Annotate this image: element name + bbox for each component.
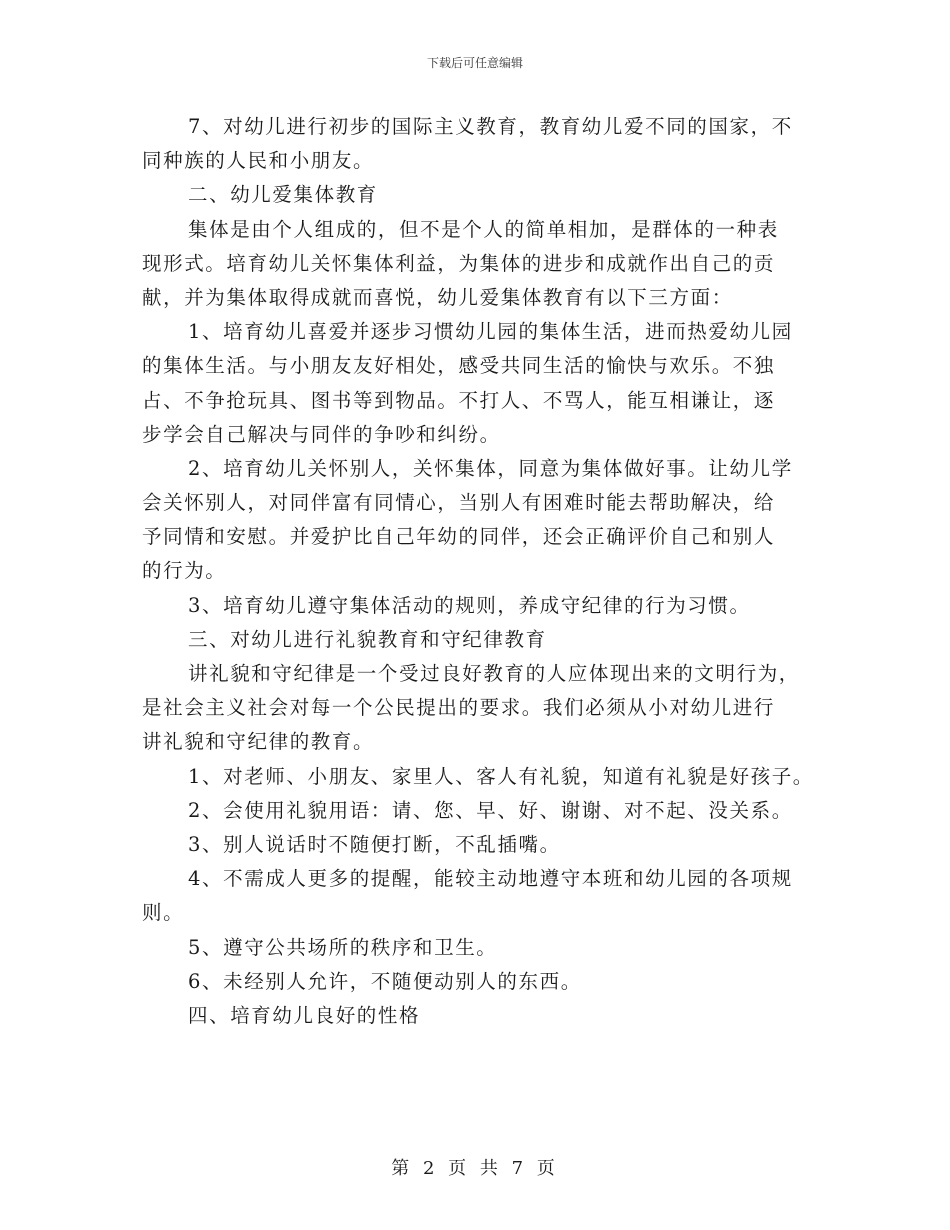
paragraph-line: 7、对幼儿进行初步的国际主义教育，教育幼儿爱不同的国家，不 (188, 115, 793, 138)
paragraph-line: 献，并为集体取得成就而喜悦，幼儿爱集体教育有以下三方面： (142, 285, 733, 309)
paragraph-line: 步学会自己解决与同伴的争吵和纠纷。 (142, 422, 501, 446)
paragraph-line: 同种族的人民和小朋友。 (142, 149, 375, 173)
page-number: 第 2 页 共 7 页 (391, 1158, 559, 1179)
page-header-note: 下载后可任意编辑 (426, 56, 523, 70)
paragraph-line: 讲礼貌和守纪律是一个受过良好教育的人应体现出来的文明行为， (188, 662, 800, 685)
paragraph-line: 予同情和安慰。并爱护比自己年幼的同伴，还会正确评价自己和别人 (142, 525, 776, 549)
paragraph-line: 会关怀别人，对同伴富有同情心，当别人有困难时能去帮助解决，给 (142, 491, 776, 515)
paragraph-line: 讲礼貌和守纪律的教育。 (142, 730, 375, 754)
paragraph-line: 的行为。 (142, 559, 227, 583)
paragraph-line: 的集体生活。与小朋友友好相处，感受共同生活的愉快与欢乐。不独 (142, 354, 776, 378)
paragraph-line: 5、遵守公共场所的秩序和卫生。 (188, 935, 498, 959)
paragraph-line: 6、未经别人允许，不随便动别人的东西。 (188, 969, 582, 993)
paragraph-line: 1、培育幼儿喜爱并逐步习惯幼儿园的集体生活，进而热爱幼儿园 (188, 320, 793, 344)
paragraph-line: 则。 (142, 901, 185, 925)
paragraph-line: 4、不需成人更多的提醒，能较主动地遵守本班和幼儿园的各项规 (188, 867, 793, 891)
section-heading: 二、幼儿爱集体教育 (188, 183, 378, 207)
paragraph-line: 3、别人说话时不随便打断，不乱插嘴。 (188, 832, 561, 856)
paragraph-line: 1、对老师、小朋友、家里人、客人有礼貌，知道有礼貌是好孩子。 (188, 764, 814, 788)
paragraph-line: 现形式。培育幼儿关怀集体利益，为集体的进步和成就作出自己的贡 (142, 251, 776, 275)
paragraph-line: 3、培育幼儿遵守集体活动的规则，养成守纪律的行为习惯。 (188, 593, 751, 617)
paragraph-line: 2、会使用礼貌用语：请、您、早、好、谢谢、对不起、没关系。 (188, 798, 793, 822)
paragraph-line: 占、不争抢玩具、图书等到物品。不打人、不骂人，能互相谦让，逐 (142, 388, 776, 412)
document-body (142, 110, 832, 1033)
section-heading: 四、培育幼儿良好的性格 (188, 1003, 421, 1027)
paragraph-line: 集体是由个人组成的，但不是个人的简单相加，是群体的一种表 (188, 217, 779, 241)
paragraph-line: 是社会主义社会对每一个公民提出的要求。我们必须从小对幼儿进行 (142, 696, 776, 720)
paragraph-line: 2、培育幼儿关怀别人，关怀集体，同意为集体做好事。让幼儿学 (188, 456, 793, 480)
section-heading: 三、对幼儿进行礼貌教育和守纪律教育 (188, 627, 547, 651)
